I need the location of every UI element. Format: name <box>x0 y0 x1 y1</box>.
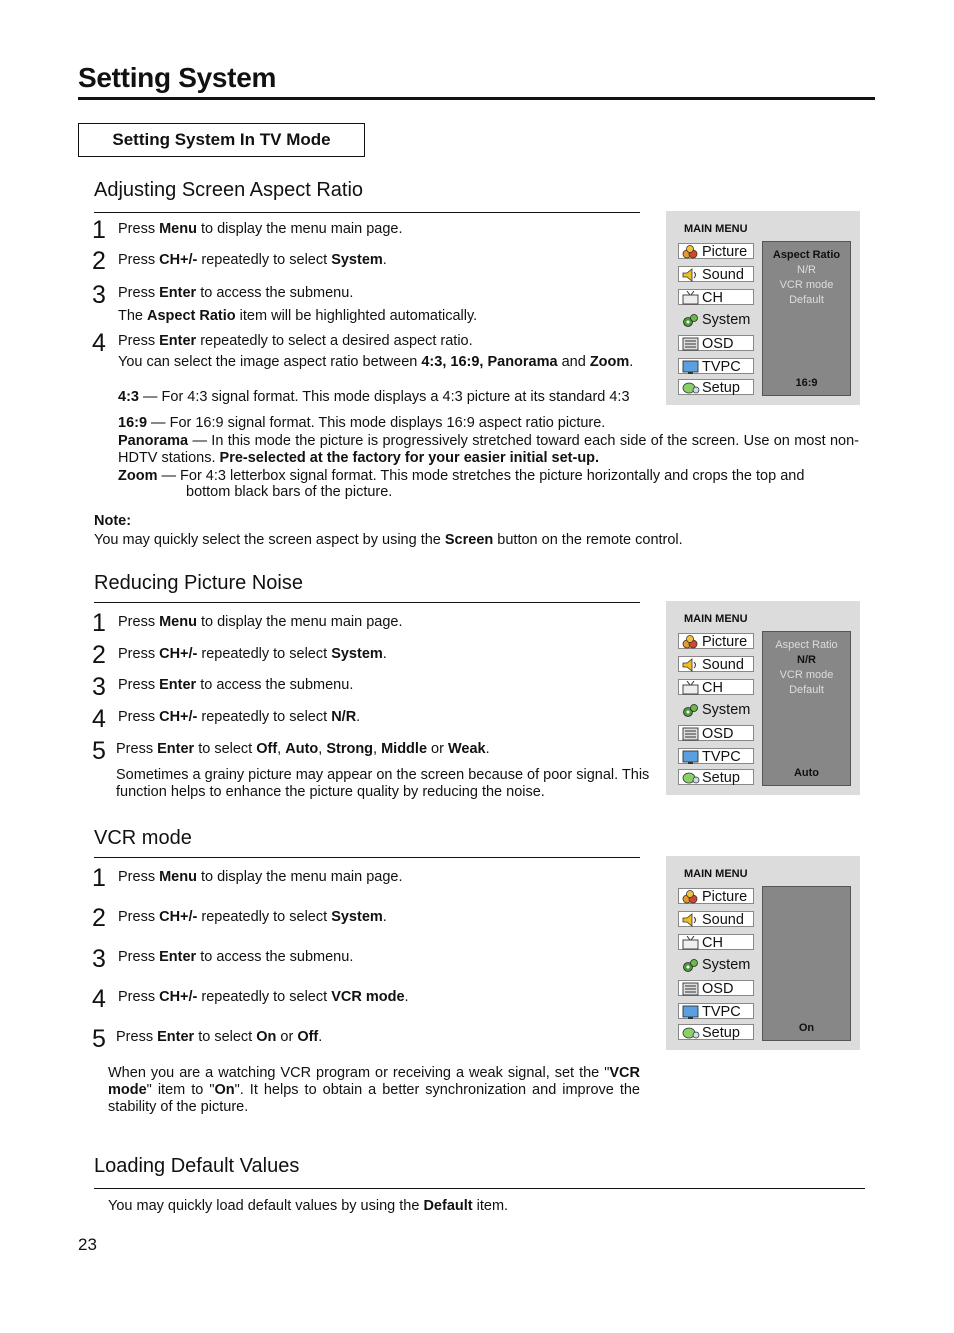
section-rule <box>94 602 640 603</box>
gears-icon <box>681 958 700 972</box>
menu-item-sound: Sound <box>678 266 754 282</box>
submenu-aspect-ratio: Aspect Ratio <box>772 249 841 261</box>
step-number: 1 <box>92 609 106 637</box>
section-heading-noise: Reducing Picture Noise <box>94 572 303 594</box>
picture-icon <box>681 245 700 259</box>
default-text: You may quickly load default values by using the Default item. <box>108 1198 509 1214</box>
gears-icon <box>681 703 700 717</box>
menu-item-picture: Picture <box>678 633 754 649</box>
tv-icon <box>681 936 700 950</box>
step-number: 2 <box>92 641 106 669</box>
list-icon <box>681 727 700 741</box>
submenu-panel <box>762 241 851 396</box>
tv-icon <box>681 291 700 305</box>
menu-item-setup: Setup <box>678 1024 754 1040</box>
option-panorama: Panorama — In this mode the picture is progressively stretched toward each side of the screen. Use on most non-HDTV stations. Pre-selected at the factory for your easier initial set-up. <box>118 433 859 466</box>
step-4-text: Press Enter repeatedly to select a desired aspect ratio. <box>118 333 473 349</box>
section-heading-default: Loading Default Values <box>94 1155 300 1177</box>
setup-icon <box>681 1026 700 1040</box>
vcr-description: When you are a watching VCR program or receiving a weak signal, set the "VCR mode" item to "On". It helps to obtain a better synchronization and improve the stability of the picture. <box>108 1065 640 1115</box>
step-number: 3 <box>92 945 106 973</box>
step-4-text: Press CH+/- repeatedly to select N/R. <box>118 709 361 725</box>
note-text: You may quickly select the screen aspect by using the Screen button on the remote control. <box>94 532 683 548</box>
step-3-text: Press Enter to access the submenu. <box>118 949 354 965</box>
list-icon <box>681 982 700 996</box>
step-2-text: Press CH+/- repeatedly to select System. <box>118 252 387 268</box>
step-2-text: Press CH+/- repeatedly to select System. <box>118 646 387 662</box>
note-label: Note: <box>94 513 132 529</box>
step-number: 4 <box>92 329 106 357</box>
menu-item-osd: OSD <box>678 335 754 351</box>
option-4-3: 4:3 — For 4:3 signal format. This mode displays a 4:3 picture at its standard 4:3 <box>118 389 630 405</box>
menu-item-system: System <box>678 956 754 972</box>
menu-item-sound: Sound <box>678 911 754 927</box>
menu-title: MAIN MENU <box>684 223 748 235</box>
box-heading: Setting System In TV Mode <box>78 123 365 157</box>
option-16-9: 16:9 — For 16:9 signal format. This mode displays 16:9 aspect ratio picture. <box>118 415 606 431</box>
menu-screenshot-noise <box>666 601 860 795</box>
monitor-icon <box>681 750 700 764</box>
submenu-nr: N/R <box>797 654 816 666</box>
menu-title: MAIN MENU <box>684 613 748 625</box>
menu-item-picture: Picture <box>678 243 754 259</box>
submenu-vcr-mode: VCR mode <box>779 279 834 291</box>
submenu-value: 16:9 <box>795 377 818 389</box>
submenu-value: On <box>798 1022 815 1034</box>
tv-icon <box>681 681 700 695</box>
step-5-text: Press Enter to select On or Off. <box>116 1029 323 1045</box>
step-number: 2 <box>92 247 106 275</box>
monitor-icon <box>681 360 700 374</box>
section-rule <box>94 857 640 858</box>
option-zoom: Zoom — For 4:3 letterbox signal format. This mode stretches the picture horizontally and crops the top and <box>118 468 805 484</box>
menu-item-system: System <box>678 311 754 327</box>
submenu-default: Default <box>789 684 824 696</box>
step-5-text: Press Enter to select Off, Auto, Strong, Middle or Weak. <box>116 741 490 757</box>
menu-item-tvpc: TVPC <box>678 1003 754 1019</box>
step-number: 4 <box>92 985 106 1013</box>
noise-description: Sometimes a grainy picture may appear on the screen because of poor signal. This function helps to enhance the picture quality by reducing the noise. <box>116 767 650 800</box>
menu-screenshot-vcr <box>666 856 860 1050</box>
menu-title: MAIN MENU <box>684 868 748 880</box>
step-number: 1 <box>92 864 106 892</box>
speaker-icon <box>681 268 700 282</box>
menu-item-osd: OSD <box>678 725 754 741</box>
menu-item-ch: CH <box>678 679 754 695</box>
page-number: 23 <box>78 1235 97 1254</box>
submenu-panel <box>762 631 851 786</box>
list-icon <box>681 337 700 351</box>
submenu-panel <box>762 886 851 1041</box>
step-3-text: Press Enter to access the submenu. <box>118 285 354 301</box>
menu-item-sound: Sound <box>678 656 754 672</box>
submenu-value: Auto <box>793 767 820 779</box>
title-rule <box>78 97 875 100</box>
section-rule <box>94 212 640 213</box>
gears-icon <box>681 313 700 327</box>
section-rule <box>94 1188 865 1189</box>
step-1-text: Press Menu to display the menu main page. <box>118 869 403 885</box>
speaker-icon <box>681 658 700 672</box>
page-title: Setting System <box>78 62 277 93</box>
step-number: 4 <box>92 705 106 733</box>
step-number: 5 <box>92 1025 106 1053</box>
step-3-text: Press Enter to access the submenu. <box>118 677 354 693</box>
menu-item-osd: OSD <box>678 980 754 996</box>
step-number: 3 <box>92 673 106 701</box>
setup-icon <box>681 381 700 395</box>
setup-icon <box>681 771 700 785</box>
step-number: 3 <box>92 281 106 309</box>
menu-item-ch: CH <box>678 289 754 305</box>
submenu-default: Default <box>789 294 824 306</box>
menu-item-system: System <box>678 701 754 717</box>
step-number: 5 <box>92 737 106 765</box>
section-heading-vcr-mode: VCR mode <box>94 827 192 849</box>
speaker-icon <box>681 913 700 927</box>
step-1-text: Press Menu to display the menu main page. <box>118 614 403 630</box>
submenu-aspect-ratio: Aspect Ratio <box>775 639 838 651</box>
submenu-nr: N/R <box>797 264 816 276</box>
menu-item-tvpc: TVPC <box>678 358 754 374</box>
option-zoom-cont: bottom black bars of the picture. <box>186 484 393 500</box>
step-3-subtext: The Aspect Ratio item will be highlighted automatically. <box>118 308 478 324</box>
step-1-text: Press Menu to display the menu main page. <box>118 221 403 237</box>
menu-item-setup: Setup <box>678 769 754 785</box>
section-heading-aspect-ratio: Adjusting Screen Aspect Ratio <box>94 179 364 201</box>
menu-item-setup: Setup <box>678 379 754 395</box>
menu-screenshot-aspect-ratio <box>666 211 860 405</box>
picture-icon <box>681 635 700 649</box>
menu-item-ch: CH <box>678 934 754 950</box>
menu-item-tvpc: TVPC <box>678 748 754 764</box>
step-number: 1 <box>92 216 106 244</box>
step-4-text: Press CH+/- repeatedly to select VCR mode. <box>118 989 409 1005</box>
picture-icon <box>681 890 700 904</box>
step-4-description: You can select the image aspect ratio between 4:3, 16:9, Panorama and Zoom. <box>118 354 634 370</box>
monitor-icon <box>681 1005 700 1019</box>
step-number: 2 <box>92 904 106 932</box>
submenu-vcr-mode: VCR mode <box>779 669 834 681</box>
step-2-text: Press CH+/- repeatedly to select System. <box>118 909 387 925</box>
menu-item-picture: Picture <box>678 888 754 904</box>
